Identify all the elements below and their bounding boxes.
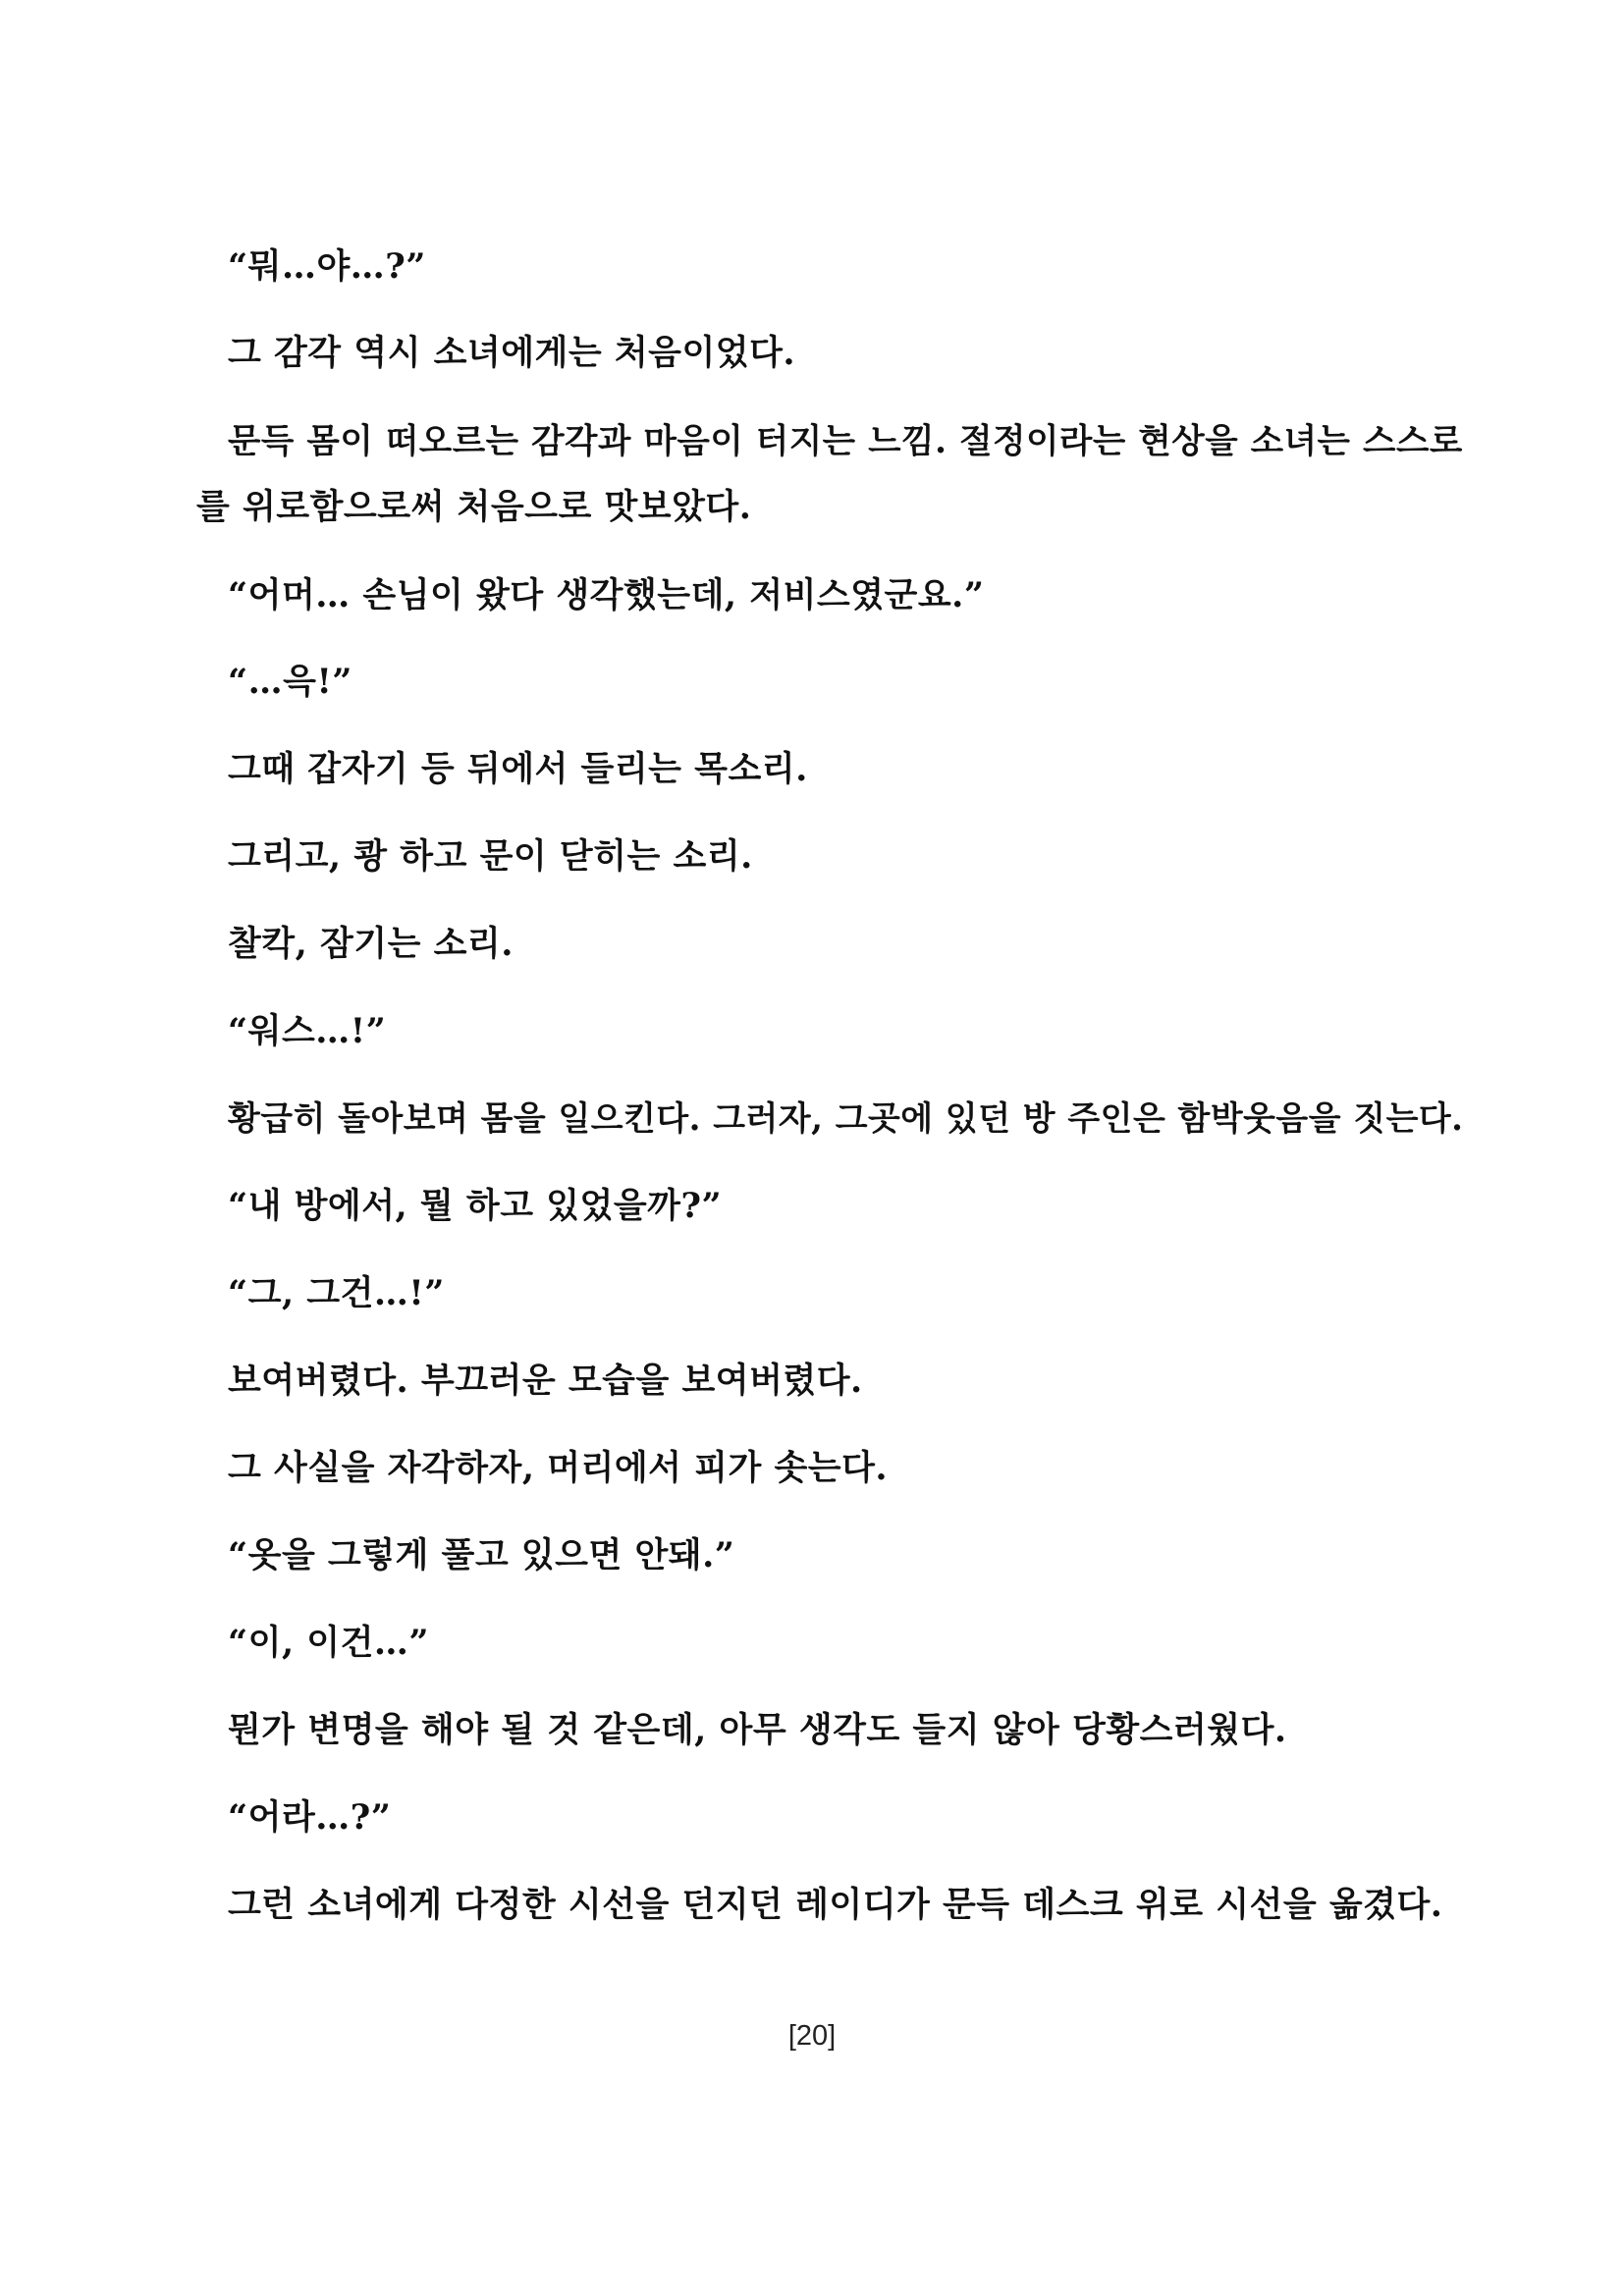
paragraph: 보여버렸다. 부끄러운 모습을 보여버렸다. [228, 1361, 863, 1401]
paragraph-dialogue: “이, 이건…” [228, 1623, 430, 1663]
paragraph: 황급히 돌아보며 몸을 일으킨다. 그러자, 그곳에 있던 방 주인은 함박웃음을 짓는다. [228, 1099, 1464, 1139]
paragraph: 그 사실을 자각하자, 머리에서 피가 솟는다. [228, 1448, 889, 1488]
paragraph: 그 감각 역시 소녀에게는 처음이었다. [228, 333, 796, 373]
paragraph: 뭔가 변명을 해야 될 것 같은데, 아무 생각도 들지 않아 당황스러웠다. [228, 1710, 1287, 1750]
paragraph-dialogue: “그, 그건…!” [228, 1273, 445, 1313]
paragraph: 그때 갑자기 등 뒤에서 들리는 목소리. [228, 749, 808, 789]
paragraph-dialogue: “워스…!” [228, 1011, 387, 1051]
paragraph: 그리고, 쾅 하고 문이 닫히는 소리. [228, 836, 753, 877]
paragraph: 그런 소녀에게 다정한 시선을 던지던 레이디가 문득 데스크 위로 시선을 옮겼다. [228, 1885, 1443, 1925]
paragraph-continuation: 를 위로함으로써 처음으로 맛보았다. [196, 487, 752, 527]
paragraph-dialogue: “…윽!” [228, 662, 352, 702]
paragraph: 찰칵, 잠기는 소리. [228, 924, 514, 964]
paragraph-dialogue: “뭐…야…?” [228, 246, 426, 287]
paragraph-dialogue: “옷을 그렇게 풀고 있으면 안돼.” [228, 1535, 735, 1575]
paragraph-dialogue: “어라…?” [228, 1797, 392, 1838]
page-number: [20] [787, 2020, 837, 2052]
paragraph: 문득 몸이 떠오르는 감각과 마음이 터지는 느낌. 절정이라는 현상을 소녀는 스스로 [228, 422, 1463, 461]
paragraph-dialogue: “어머… 손님이 왔다 생각했는데, 저비스였군요.” [228, 575, 985, 615]
paragraph-dialogue: “내 방에서, 뭘 하고 있었을까?” [228, 1186, 723, 1226]
